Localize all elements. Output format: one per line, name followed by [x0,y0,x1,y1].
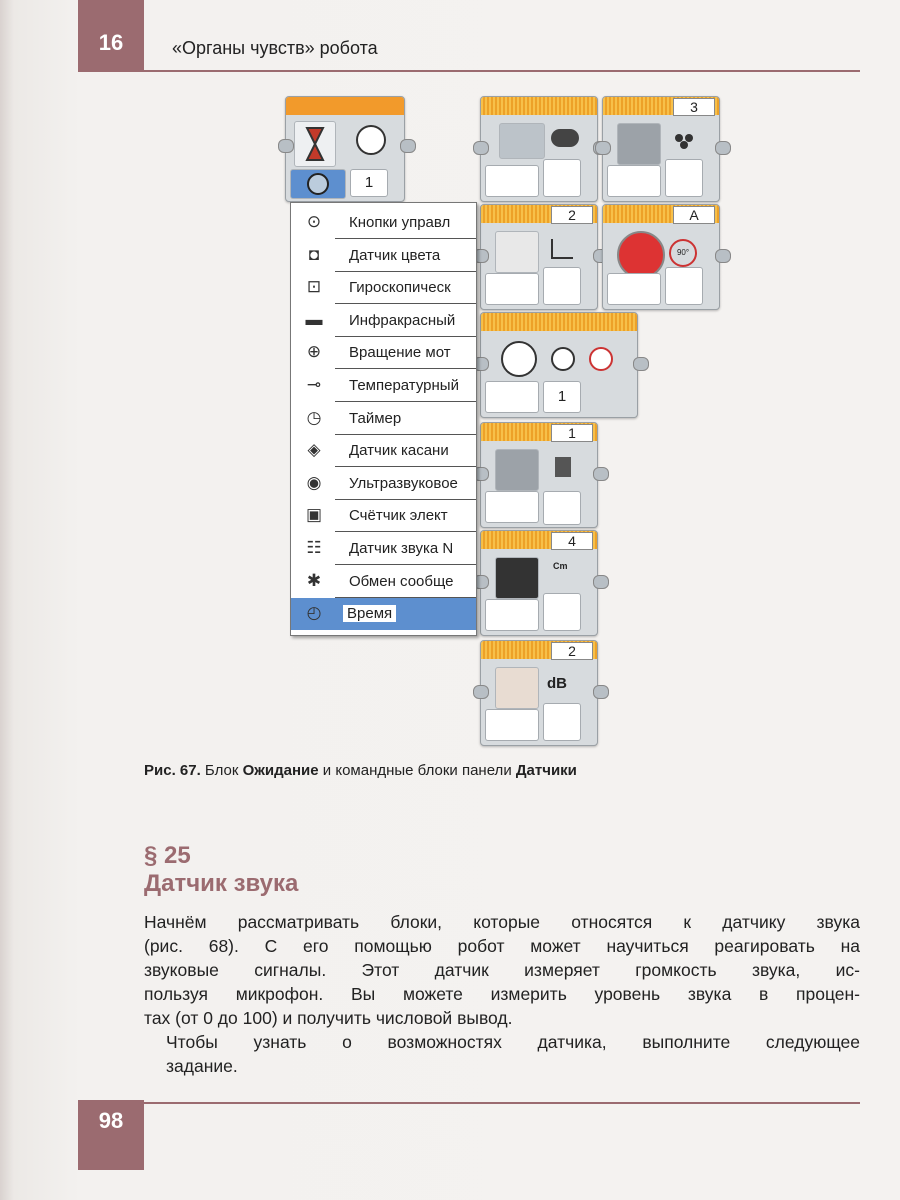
distance-unit-label: Cm [553,561,568,571]
port-letter[interactable]: A [673,206,715,224]
angle-badge: 90° [669,239,697,267]
header-rule [144,70,860,72]
mode-button[interactable] [485,273,539,305]
brick-buttons-block[interactable] [480,96,598,202]
menu-item-label: Температурный [349,377,459,394]
out-plug [715,141,731,155]
menu-item-label: Датчик касани [349,442,449,460]
wait-block-out-plug [400,139,416,153]
timer-reset-icon [551,347,575,371]
temperature-sensor-icon: ⊸ [306,375,322,394]
port-number[interactable]: 2 [551,206,593,224]
output-slot[interactable] [543,593,581,631]
wait-block-header [286,97,404,115]
out-plug [593,685,609,699]
gyro-sensor-icon: ⊡ [306,277,322,297]
text-line: пользуя микрофон. Вы можете измерить уровень звука в процен- [144,984,860,1004]
out-plug [593,467,609,481]
buttons-pad-icon [551,129,579,147]
sound-sensor-icon: ☷ [306,538,322,557]
wait-block-in-plug [278,139,294,153]
text-line: звуковые сигналы. Этот датчик измеряет громкость звука, ис- [144,960,860,980]
menu-item-label: Кнопки управл [349,214,451,231]
port-number[interactable]: 1 [551,424,593,442]
energy-meter-icon: ▣ [305,505,323,525]
motor-rotation-block[interactable] [602,204,720,310]
chapter-title: «Органы чувств» робота [172,38,378,58]
sound-sensor-icon [495,667,539,709]
menu-item-label: Датчик цвета [349,246,441,264]
timer-block[interactable] [480,312,638,418]
caption-text-1: Блок [200,762,243,779]
infrared-sensor-icon: ▬ [305,309,323,329]
motor-rotation-icon: ⊕ [306,342,322,362]
menu-item[interactable] [291,403,476,435]
timer-icon: ◷ [306,407,322,427]
touch-sensor-block[interactable] [480,422,598,528]
figure-caption [144,762,577,779]
menu-item-label: Обмен сообще [349,572,454,590]
paragraph-2 [144,1030,860,1078]
port-number[interactable]: 3 [673,98,715,116]
block-header [481,97,597,115]
menu-item[interactable] [291,598,476,630]
section-number: § 25 [144,842,191,869]
menu-item[interactable] [291,533,476,565]
gyro-sensor-icon [495,231,539,273]
menu-item-label: Время [343,605,396,622]
output-slot[interactable] [543,267,581,305]
mode-button[interactable] [485,599,539,631]
menu-item[interactable] [291,566,476,598]
menu-item[interactable] [291,305,476,337]
menu-item[interactable] [291,240,476,272]
output-slot[interactable] [665,267,703,305]
mode-button[interactable] [485,709,539,741]
brick-buttons-icon: ⊙ [306,212,322,231]
timer-id[interactable]: 1 [543,381,581,413]
mode-button[interactable] [485,165,539,197]
bluetooth-message-icon: ✱ [306,570,322,590]
touch-sensor-icon: ◈ [307,440,321,460]
stopwatch-icon [356,125,386,155]
text-line: тах (от 0 до 100) и получить числовой вывод. [144,1008,513,1028]
sensor-mode-menu[interactable] [290,202,477,636]
menu-item-label: Счётчик элект [349,507,448,525]
wait-block-value[interactable]: 1 [350,169,388,197]
time-mode-icon[interactable] [290,169,346,199]
gyro-sensor-block[interactable] [480,204,598,310]
page-number: 98 [98,1108,124,1133]
in-plug [595,141,611,155]
ultrasonic-sensor-icon [495,557,539,599]
menu-item[interactable] [291,272,476,304]
menu-item[interactable] [291,370,476,402]
in-plug [473,141,489,155]
menu-item[interactable] [291,337,476,369]
mode-button[interactable] [485,381,539,413]
color-sensor-icon [617,123,661,165]
bumped-state-icon [555,457,571,477]
port-number[interactable]: 4 [551,532,593,550]
stopwatch-icon [501,341,537,377]
out-plug [715,249,731,263]
menu-item-label: Датчик звука N [349,540,454,557]
mode-button[interactable] [485,491,539,523]
color-sensor-block[interactable] [602,96,720,202]
mode-button[interactable] [607,165,661,197]
block-header [481,313,637,331]
text-line: Чтобы узнать о возможностях датчика, выполните следующее [166,1032,860,1052]
menu-item[interactable] [291,207,476,239]
out-plug [633,357,649,371]
sound-unit-label: dB [547,675,567,692]
menu-item[interactable] [291,435,476,467]
out-plug [593,575,609,589]
time-icon: ◴ [306,603,322,623]
motor-rotation-icon [617,231,665,279]
caption-prefix: Рис. 67. [144,762,201,779]
output-slot[interactable] [543,159,581,197]
footer-rule [144,1102,860,1104]
menu-item-label: Ультразвуковое [349,474,458,492]
menu-item[interactable] [291,500,476,532]
color-sensor-icon: ◘ [308,244,320,264]
text-line: Начнём рассматривать блоки, которые относятся к датчику звука [144,912,860,932]
touch-sensor-icon [495,449,539,491]
in-plug [473,685,489,699]
mode-button[interactable] [607,273,661,305]
menu-item-label: Инфракрасный [349,311,456,329]
caption-bold-1: Ожидание [242,762,319,779]
menu-item[interactable] [291,468,476,500]
menu-item-label: Гироскопическ [349,279,451,297]
caption-bold-2: Датчики [515,762,577,779]
output-slot[interactable] [543,491,581,525]
output-slot[interactable] [543,703,581,741]
section-title: Датчик звука [144,870,299,897]
ultrasonic-sensor-icon: ◉ [306,472,322,492]
hourglass-icon [294,121,336,167]
text-line: (рис. 68). С его помощью робот может научиться реагировать на [144,936,860,956]
sound-sensor-block[interactable] [480,640,598,746]
output-slot[interactable] [665,159,703,197]
chapter-number: 16 [98,30,124,55]
menu-item-label: Вращение мот [349,344,451,362]
ultrasonic-sensor-block[interactable] [480,530,598,636]
brick-buttons-icon [499,123,545,159]
timer-compare-icon [589,347,613,371]
paragraph-1 [144,910,860,1030]
text-line: задание. [166,1056,238,1076]
color-dots-icon [673,133,695,149]
angle-icon [551,239,573,259]
wait-block[interactable] [285,96,405,202]
menu-item-label: Таймер [349,409,402,427]
port-number[interactable]: 2 [551,642,593,660]
caption-text-2: и командные блоки панели [318,762,516,779]
